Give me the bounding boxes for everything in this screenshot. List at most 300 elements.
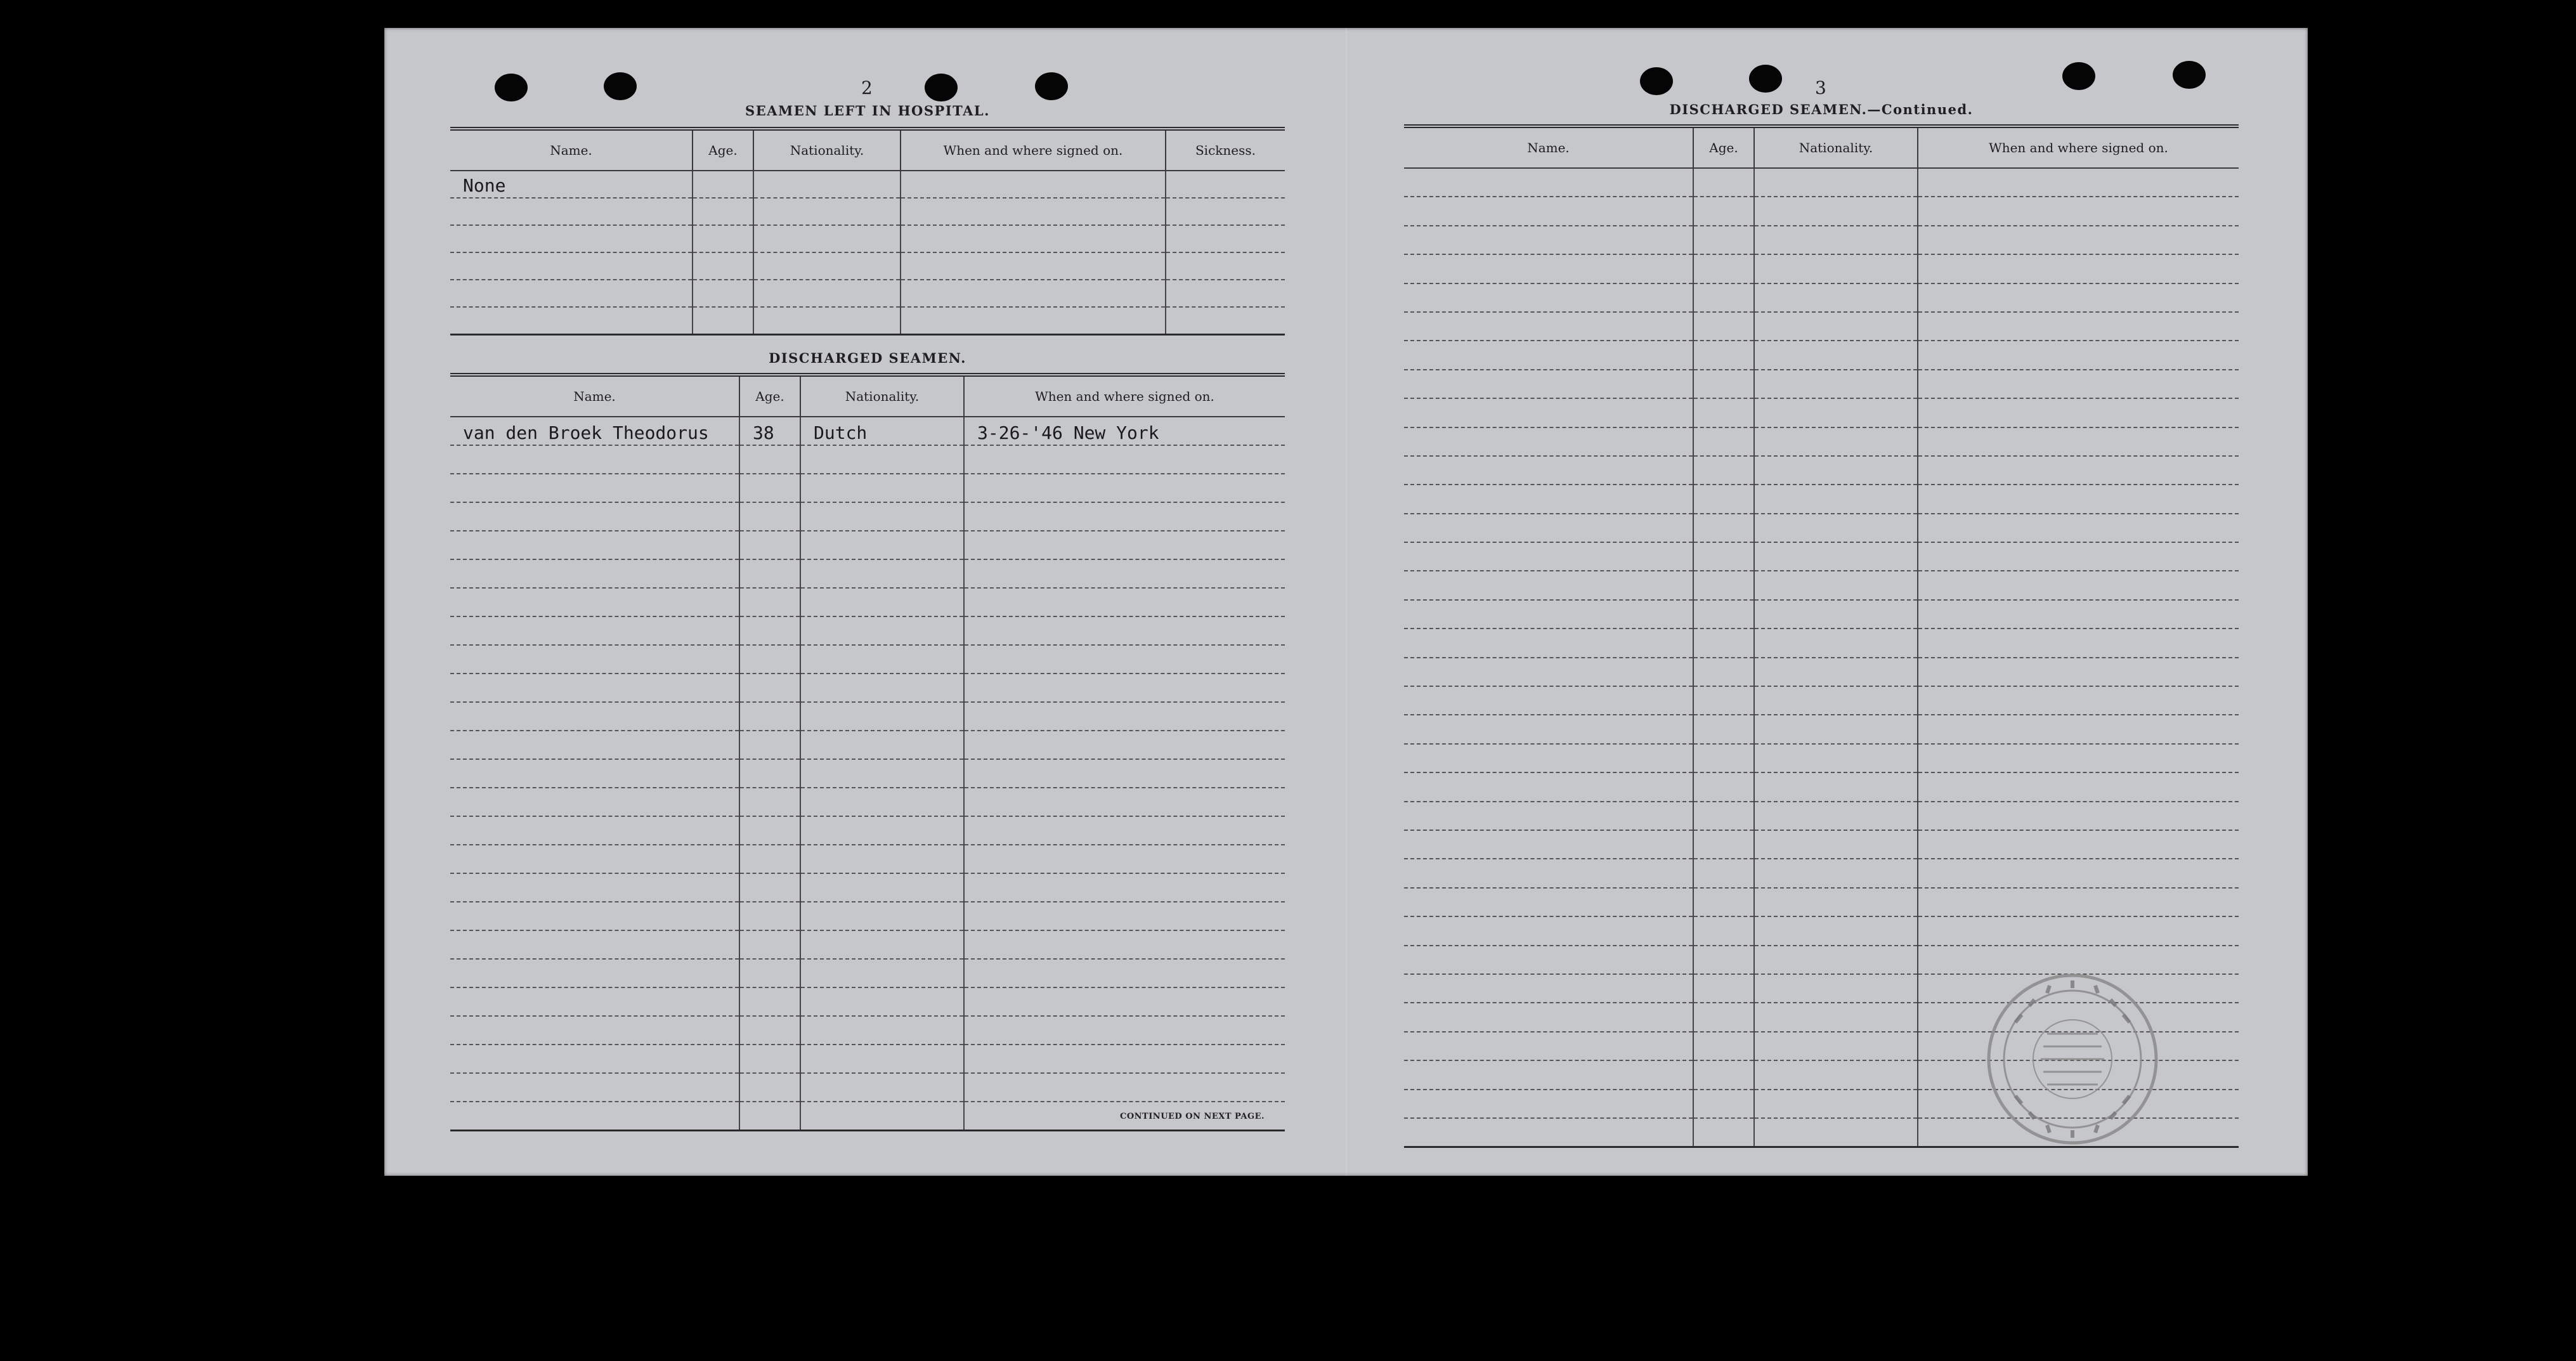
hospital-cell-text: [450, 273, 463, 275]
discharged-row: [450, 445, 1285, 474]
discharged-cell: [964, 1073, 1285, 1102]
continued-cell-text: [1918, 507, 1931, 509]
hospital-cell: [693, 307, 753, 335]
discharged-cell-text: [740, 1124, 753, 1125]
discharged-cell: [800, 474, 964, 502]
hospital-cell: [901, 252, 1166, 280]
discharged-cell: [964, 559, 1285, 588]
discharged-cell-text: van den Broek Theodorus: [463, 422, 709, 443]
continued-row: [1404, 456, 2239, 485]
discharged-cell-text: [965, 696, 977, 697]
continued-cell: [1754, 427, 1918, 456]
discharged-cell: [800, 588, 964, 616]
discharged-row: [450, 873, 1285, 902]
continued-cell-text: [1694, 996, 1707, 998]
continued-cell: [1918, 715, 2239, 743]
continued-cell: [1404, 888, 1693, 916]
continued-cell: [1693, 514, 1754, 542]
discharged-cell: [800, 987, 964, 1016]
discharged-cell-text: [801, 895, 814, 897]
continued-cell: [1754, 398, 1918, 427]
continued-cell: [1693, 341, 1754, 369]
hospital-section-title: SEAMEN LEFT IN HOSPITAL.: [745, 103, 990, 119]
discharged-cell: [739, 816, 800, 845]
punch-hole-icon: [604, 72, 637, 100]
hospital-cell: [1166, 171, 1285, 198]
hospital-cell: [901, 171, 1166, 198]
continued-cell-text: [1918, 594, 1931, 595]
discharged-cell: [450, 902, 739, 930]
discharged-cell-text: [450, 867, 463, 868]
continued-cell-text: [1918, 651, 1931, 653]
discharged-cell-text: [801, 1010, 814, 1011]
continued-cell: [1754, 1060, 1918, 1089]
continued-cell-text: [1918, 708, 1931, 710]
continued-cell-text: [1694, 795, 1707, 797]
discharged-cell-text: [801, 582, 814, 583]
discharged-cell: [739, 1073, 800, 1102]
continued-cell-text: [1918, 1083, 1931, 1084]
discharged-cell-text: [965, 810, 977, 811]
hospital-cell: [901, 280, 1166, 307]
hospital-row: [450, 198, 1285, 225]
continued-cell: [1693, 658, 1754, 686]
hospital-cell-text: [693, 192, 706, 193]
discharged-cell-text: [965, 1038, 977, 1039]
discharged-cell-text: [740, 724, 753, 726]
continued-cell-text: [1918, 882, 1931, 883]
continued-cell: [1404, 254, 1693, 283]
hospital-header-name: Name.: [450, 129, 693, 171]
continued-cell: [1404, 658, 1693, 686]
continued-cell: [1404, 542, 1693, 571]
continued-cell: [1918, 485, 2239, 513]
continued-cell-text: [1404, 795, 1417, 797]
discharged-cell: [450, 1102, 739, 1131]
discharged-cell-text: 38: [753, 422, 774, 443]
continued-cell-text: [1694, 536, 1707, 537]
discharged-cell: [964, 731, 1285, 759]
continued-cell: [1754, 888, 1918, 916]
discharged-cell: [739, 845, 800, 873]
continued-cell: [1693, 1060, 1754, 1089]
continued-cell-text: [1404, 968, 1417, 969]
discharged-cell: [739, 1102, 800, 1131]
continued-cell-text: [1755, 1054, 1767, 1055]
hospital-cell: [450, 198, 693, 225]
discharged-cell-text: [740, 553, 753, 554]
discharged-cell: [800, 788, 964, 816]
punch-hole-icon: [1749, 65, 1782, 93]
hospital-cell-text: [901, 192, 914, 193]
right-page-number: 3: [1815, 77, 1827, 98]
continued-header-age: Age.: [1693, 126, 1754, 168]
continued-cell: [1918, 744, 2239, 772]
discharged-cell: [739, 559, 800, 588]
continued-cell: [1404, 946, 1693, 974]
continued-cell-text: [1404, 507, 1417, 509]
discharged-cell: [800, 502, 964, 531]
continued-cell-text: [1918, 968, 1931, 969]
continued-row: [1404, 916, 2239, 945]
discharged-cell-text: [740, 1095, 753, 1097]
continued-cell-text: [1404, 738, 1417, 739]
continued-cell: [1918, 888, 2239, 916]
continued-cell: [1693, 772, 1754, 801]
continued-cell: [1693, 1090, 1754, 1118]
discharged-cell-text: [450, 1067, 463, 1068]
continued-cell-text: [1404, 1083, 1417, 1084]
continued-cell-text: [1755, 996, 1767, 998]
discharged-cell-text: [450, 810, 463, 811]
discharged-cell-text: [450, 496, 463, 497]
discharged-cell: [964, 502, 1285, 531]
discharged-cell: [800, 1045, 964, 1073]
continued-cell: [1918, 600, 2239, 628]
discharged-cell-text: [965, 867, 977, 868]
hospital-cell-text: [450, 219, 463, 220]
continued-cell: [1754, 571, 1918, 599]
hospital-cell-text: [693, 219, 706, 220]
continued-cell: [1754, 916, 1918, 945]
discharged-cell: [450, 731, 739, 759]
discharged-cell-text: [450, 781, 463, 783]
continued-cell: [1404, 226, 1693, 254]
continued-cell-text: [1404, 363, 1417, 365]
discharged-cell: [739, 873, 800, 902]
discharged-cell-text: [450, 467, 463, 469]
continued-cell-text: [1694, 852, 1707, 854]
continued-cell: [1918, 197, 2239, 225]
continued-cell-text: [1755, 910, 1767, 911]
discharged-cell-text: [965, 924, 977, 925]
continued-row: [1404, 772, 2239, 801]
discharged-cell: [739, 759, 800, 788]
continued-cell-text: [1404, 450, 1417, 451]
discharged-cell: [800, 674, 964, 702]
punch-hole-icon: [495, 74, 528, 101]
discharged-cell: [450, 588, 739, 616]
continued-cell-text: [1918, 277, 1931, 278]
continued-cell-text: [1755, 968, 1767, 969]
continued-cell: [1404, 312, 1693, 341]
discharged-cell-text: [965, 667, 977, 668]
discharged-cell: [964, 959, 1285, 987]
discharged-cell: [800, 845, 964, 873]
discharged-cell: [450, 559, 739, 588]
hospital-cell: [1166, 198, 1285, 225]
discharged-cell-text: [965, 524, 977, 526]
discharged-cell-text: [450, 953, 463, 954]
discharged-cell: [739, 445, 800, 474]
discharged-cell-text: [450, 696, 463, 697]
hospital-cell: [450, 225, 693, 252]
hospital-cell: [753, 307, 901, 335]
discharged-cell: [450, 1045, 739, 1073]
continued-cell: [1693, 946, 1754, 974]
continued-cell-text: [1694, 824, 1707, 825]
discharged-cell-text: [450, 553, 463, 554]
continued-cell: [1754, 341, 1918, 369]
discharged-cell: [800, 702, 964, 731]
continued-header-signed-on: When and where signed on.: [1918, 126, 2239, 168]
continued-cell: [1754, 802, 1918, 830]
continued-cell: [1404, 859, 1693, 887]
discharged-cell: [800, 1016, 964, 1045]
continued-cell: [1754, 772, 1918, 801]
discharged-row: [450, 702, 1285, 731]
continued-cell: [1918, 427, 2239, 456]
hospital-header-age: Age.: [693, 129, 753, 171]
discharged-cell-text: [740, 838, 753, 840]
hospital-row: [450, 225, 1285, 252]
discharged-cell-text: [965, 724, 977, 726]
continued-cell: [1918, 628, 2239, 657]
discharged-cell-text: [450, 1124, 463, 1125]
hospital-cell-text: [450, 328, 463, 329]
discharged-cell: [800, 959, 964, 987]
continued-cell-text: [1694, 564, 1707, 566]
continued-row: [1404, 658, 2239, 686]
discharged-cell: [739, 674, 800, 702]
discharged-cell-text: [965, 895, 977, 897]
discharged-cell: [800, 759, 964, 788]
continued-cell: [1693, 802, 1754, 830]
continued-cell-text: [1918, 939, 1931, 941]
continued-cell: [1918, 254, 2239, 283]
discharged-cell: [450, 674, 739, 702]
continued-cell-text: [1918, 766, 1931, 767]
discharged-cell-text: [965, 753, 977, 754]
continued-cell-text: [1918, 219, 1931, 221]
continued-cell-text: [1694, 421, 1707, 422]
continued-row: [1404, 168, 2239, 197]
discharged-cell-text: [965, 582, 977, 583]
discharged-cell: [739, 959, 800, 987]
continued-cell-text: [1755, 219, 1767, 221]
continued-cell-text: [1918, 248, 1931, 249]
continued-cell: [1918, 341, 2239, 369]
discharged-cell-text: [965, 610, 977, 611]
continued-cell: [1404, 370, 1693, 398]
discharged-cell: [964, 645, 1285, 674]
discharged-cell-text: [801, 781, 814, 783]
continued-row: [1404, 542, 2239, 571]
discharged-cell: [739, 502, 800, 531]
hospital-cell: [450, 171, 693, 198]
discharged-cell-text: 3-26-'46 New York: [977, 422, 1159, 443]
continued-cell: [1754, 312, 1918, 341]
continued-cell: [1918, 686, 2239, 715]
continued-cell: [1693, 916, 1754, 945]
hospital-header-signed-on: When and where signed on.: [901, 129, 1166, 171]
discharged-cell-text: [965, 953, 977, 954]
discharged-cell: [964, 902, 1285, 930]
continued-cell: [1754, 197, 1918, 225]
discharged-cell: [450, 531, 739, 559]
continued-cell: [1404, 168, 1693, 197]
continued-cell: [1754, 1003, 1918, 1031]
continued-cell: [1754, 658, 1918, 686]
continued-cell: [1693, 859, 1754, 887]
discharged-cell-text: [965, 838, 977, 840]
continued-cell: [1754, 946, 1918, 974]
hospital-cell: [753, 252, 901, 280]
discharged-cell-text: [965, 553, 977, 554]
continued-cell-text: [1755, 738, 1767, 739]
hospital-cell: [693, 171, 753, 198]
discharged-cell: [964, 1045, 1285, 1073]
hospital-cell: [901, 225, 1166, 252]
continued-cell-text: [1755, 594, 1767, 595]
discharged-cell-text: [740, 753, 753, 754]
discharged-row: [450, 531, 1285, 559]
discharged-cell-text: [450, 753, 463, 754]
hospital-cell-text: [901, 219, 914, 220]
continued-cell: [1754, 628, 1918, 657]
discharged-continued-header: [1404, 126, 2239, 168]
hospital-table-header: [450, 129, 1285, 171]
continued-cell: [1693, 1003, 1754, 1031]
postmark-stamp-icon: [1977, 964, 2168, 1154]
discharged-cell: [964, 759, 1285, 788]
continued-cell: [1754, 1090, 1918, 1118]
discharged-cell-text: [801, 1095, 814, 1097]
continued-cell-text: [1918, 564, 1931, 566]
continued-cell-text: [1755, 334, 1767, 335]
hospital-cell-text: [901, 301, 914, 302]
discharged-cell-text: [801, 553, 814, 554]
continued-row: [1404, 830, 2239, 859]
continued-cell-text: [1755, 421, 1767, 422]
discharged-cell-text: [965, 981, 977, 982]
discharged-header-signed-on: When and where signed on.: [964, 375, 1285, 417]
continued-cell-text: [1918, 478, 1931, 479]
continued-cell-text: [1755, 852, 1767, 854]
continued-cell: [1404, 715, 1693, 743]
discharged-cell-text: [801, 724, 814, 726]
discharged-cell-text: [740, 810, 753, 811]
discharged-cell-text: Dutch: [814, 422, 868, 443]
discharged-cell-text: [801, 496, 814, 497]
continued-cell-text: [1918, 622, 1931, 623]
continued-cell-text: [1694, 680, 1707, 681]
continued-cell-text: [1694, 939, 1707, 941]
continued-cell: [1754, 830, 1918, 859]
continued-row: [1404, 715, 2239, 743]
continued-cell: [1693, 456, 1754, 485]
hospital-row: [450, 307, 1285, 335]
continued-cell-text: [1404, 190, 1417, 192]
continued-cell-text: [1755, 478, 1767, 479]
continued-cell-text: [1694, 277, 1707, 278]
continued-cell-text: [1694, 450, 1707, 451]
continued-cell-text: [1918, 1054, 1931, 1055]
continued-cell-text: [1918, 190, 1931, 192]
continued-cell-text: [1755, 392, 1767, 393]
continued-cell: [1693, 312, 1754, 341]
continued-cell-text: [1755, 1083, 1767, 1084]
continued-cell: [1754, 226, 1918, 254]
continued-cell: [1693, 254, 1754, 283]
continued-cell-text: [1694, 766, 1707, 767]
continued-cell: [1918, 830, 2239, 859]
discharged-cell-text: [965, 1067, 977, 1068]
continued-cell-text: [1694, 507, 1707, 509]
hospital-cell: [1166, 280, 1285, 307]
continued-cell-text: [1918, 1026, 1931, 1027]
continued-cell-text: [1404, 1112, 1417, 1113]
discharged-cell: [450, 702, 739, 731]
continued-cell: [1404, 744, 1693, 772]
continued-cell-text: [1694, 363, 1707, 365]
continued-row: [1404, 686, 2239, 715]
continued-cell: [1404, 571, 1693, 599]
continued-cell: [1693, 370, 1754, 398]
continued-row: [1404, 514, 2239, 542]
continued-cell: [1754, 485, 1918, 513]
discharged-cell-text: [801, 1124, 814, 1125]
discharged-cell-text: [801, 981, 814, 982]
discharged-cell: [800, 902, 964, 930]
continued-cell-text: [1755, 507, 1767, 509]
discharged-cell-text: [450, 1095, 463, 1097]
discharged-cell-text: [801, 753, 814, 754]
discharged-cell: [739, 616, 800, 645]
hospital-cell: [693, 198, 753, 225]
continued-cell: [1754, 254, 1918, 283]
continued-header-nationality: Nationality.: [1754, 126, 1918, 168]
discharged-cell-text: [801, 639, 814, 640]
hospital-cell: [450, 307, 693, 335]
discharged-cell-text: [740, 610, 753, 611]
continued-cell: [1693, 542, 1754, 571]
discharged-cell: [450, 930, 739, 959]
continued-row: [1404, 197, 2239, 225]
continued-cell: [1404, 1060, 1693, 1089]
continued-cell: [1918, 514, 2239, 542]
hospital-cell-text: [1166, 219, 1179, 220]
discharged-cell-text: [450, 610, 463, 611]
hospital-cell: [753, 225, 901, 252]
page-fold: [1346, 28, 1347, 1176]
continued-cell: [1404, 686, 1693, 715]
discharged-cell: [739, 588, 800, 616]
hospital-cell-text: [450, 301, 463, 302]
continued-cell: [1693, 888, 1754, 916]
hospital-cell-text: [693, 246, 706, 247]
continued-cell-text: [1694, 882, 1707, 883]
continued-cell: [1404, 772, 1693, 801]
continued-row: [1404, 859, 2239, 887]
continued-row: [1404, 226, 2239, 254]
hospital-cell-text: [693, 328, 706, 329]
hospital-header-nationality: Nationality.: [753, 129, 901, 171]
discharged-cell: [450, 616, 739, 645]
discharged-cell: [800, 645, 964, 674]
continued-note: CONTINUED ON NEXT PAGE.: [1120, 1112, 1265, 1121]
hospital-cell-text: [754, 273, 767, 275]
discharged-cell-text: [965, 1010, 977, 1011]
continued-cell-text: [1918, 392, 1931, 393]
continued-cell-text: [1694, 1112, 1707, 1113]
discharged-cell-text: [965, 1095, 977, 1097]
discharged-row: [450, 1045, 1285, 1073]
continued-cell-text: [1694, 738, 1707, 739]
continued-cell: [1918, 802, 2239, 830]
continued-cell-text: [1918, 996, 1931, 998]
discharged-cell: [450, 1073, 739, 1102]
